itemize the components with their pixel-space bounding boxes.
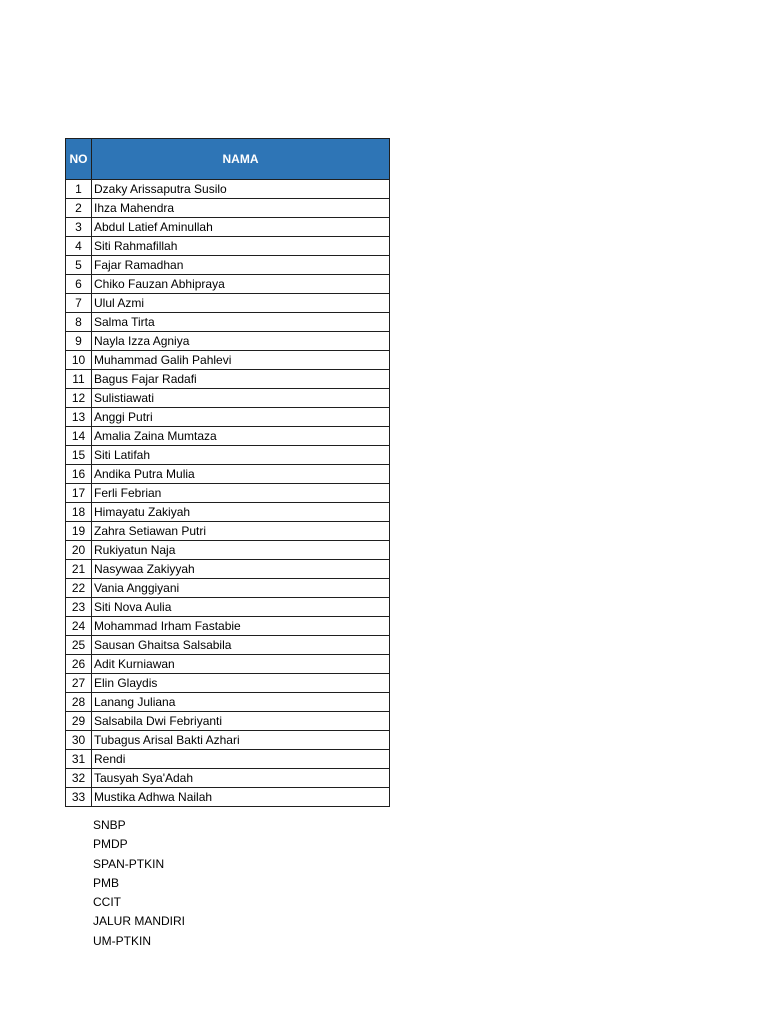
table-row xyxy=(66,560,390,579)
category-list xyxy=(93,816,185,951)
table-row xyxy=(66,389,390,408)
row-name-cell[interactable]: Ihza Mahendra xyxy=(92,199,390,218)
row-name-cell[interactable]: Nayla Izza Agniya xyxy=(92,332,390,351)
row-name-cell[interactable]: Ferli Febrian xyxy=(92,484,390,503)
row-number-cell[interactable]: 7 xyxy=(66,294,92,313)
row-number-cell[interactable]: 14 xyxy=(66,427,92,446)
row-name-cell[interactable]: Abdul Latief Aminullah xyxy=(92,218,390,237)
row-number-cell[interactable]: 33 xyxy=(66,788,92,807)
row-name-cell[interactable]: Sulistiawati xyxy=(92,389,390,408)
row-number-cell[interactable]: 4 xyxy=(66,237,92,256)
row-number-cell[interactable]: 27 xyxy=(66,674,92,693)
row-number-cell[interactable]: 29 xyxy=(66,712,92,731)
row-name-cell[interactable]: Siti Rahmafillah xyxy=(92,237,390,256)
header-no[interactable]: NO xyxy=(66,139,92,180)
category-item[interactable]: SPAN-PTKIN xyxy=(93,856,165,871)
table-row xyxy=(66,541,390,560)
row-number-cell[interactable]: 25 xyxy=(66,636,92,655)
table-row xyxy=(66,769,390,788)
row-name-cell[interactable]: Himayatu Zakiyah xyxy=(92,503,390,522)
row-number-cell[interactable]: 32 xyxy=(66,769,92,788)
table-row xyxy=(66,484,390,503)
row-name-cell[interactable]: Anggi Putri xyxy=(92,408,390,427)
table-row xyxy=(66,218,390,237)
category-item[interactable]: JALUR MANDIRI xyxy=(93,914,186,929)
row-name-cell[interactable]: Mohammad Irham Fastabie xyxy=(92,617,390,636)
row-name-cell[interactable]: Rendi xyxy=(92,750,390,769)
table-row xyxy=(66,674,390,693)
row-number-cell[interactable]: 28 xyxy=(66,693,92,712)
table-row xyxy=(66,408,390,427)
row-number-cell[interactable]: 30 xyxy=(66,731,92,750)
row-name-cell[interactable]: Salsabila Dwi Febriyanti xyxy=(92,712,390,731)
table-row xyxy=(66,351,390,370)
table-row xyxy=(66,693,390,712)
row-name-cell[interactable]: Amalia Zaina Mumtaza xyxy=(92,427,390,446)
row-number-cell[interactable]: 3 xyxy=(66,218,92,237)
row-name-cell[interactable]: Mustika Adhwa Nailah xyxy=(92,788,390,807)
row-name-cell[interactable]: Andika Putra Mulia xyxy=(92,465,390,484)
row-number-cell[interactable]: 1 xyxy=(66,180,92,199)
row-number-cell[interactable]: 24 xyxy=(66,617,92,636)
table-row xyxy=(66,579,390,598)
table-header-row xyxy=(66,139,390,180)
row-number-cell[interactable]: 21 xyxy=(66,560,92,579)
table-row xyxy=(66,446,390,465)
row-number-cell[interactable]: 6 xyxy=(66,275,92,294)
row-name-cell[interactable]: Elin Glaydis xyxy=(92,674,390,693)
row-name-cell[interactable]: Zahra Setiawan Putri xyxy=(92,522,390,541)
row-name-cell[interactable]: Muhammad Galih Pahlevi xyxy=(92,351,390,370)
row-name-cell[interactable]: Adit Kurniawan xyxy=(92,655,390,674)
row-name-cell[interactable]: Ulul Azmi xyxy=(92,294,390,313)
row-number-cell[interactable]: 10 xyxy=(66,351,92,370)
table-body xyxy=(66,180,390,807)
category-item[interactable]: CCIT xyxy=(93,895,121,910)
table-row xyxy=(66,750,390,769)
table-row xyxy=(66,294,390,313)
row-number-cell[interactable]: 19 xyxy=(66,522,92,541)
row-number-cell[interactable]: 12 xyxy=(66,389,92,408)
row-number-cell[interactable]: 15 xyxy=(66,446,92,465)
row-number-cell[interactable]: 23 xyxy=(66,598,92,617)
row-name-cell[interactable]: Salma Tirta xyxy=(92,313,390,332)
row-name-cell[interactable]: Dzaky Arissaputra Susilo xyxy=(92,180,390,199)
table-row xyxy=(66,275,390,294)
row-name-cell[interactable]: Bagus Fajar Radafi xyxy=(92,370,390,389)
row-name-cell[interactable]: Fajar Ramadhan xyxy=(92,256,390,275)
row-name-cell[interactable]: Chiko Fauzan Abhipraya xyxy=(92,275,390,294)
table-row xyxy=(66,427,390,446)
table-row xyxy=(66,712,390,731)
row-number-cell[interactable]: 26 xyxy=(66,655,92,674)
row-name-cell[interactable]: Nasywaa Zakiyyah xyxy=(92,560,390,579)
row-number-cell[interactable]: 22 xyxy=(66,579,92,598)
row-number-cell[interactable]: 2 xyxy=(66,199,92,218)
row-name-cell[interactable]: Vania Anggiyani xyxy=(92,579,390,598)
row-number-cell[interactable]: 18 xyxy=(66,503,92,522)
row-number-cell[interactable]: 16 xyxy=(66,465,92,484)
table-row xyxy=(66,199,390,218)
table-row xyxy=(66,655,390,674)
row-number-cell[interactable]: 13 xyxy=(66,408,92,427)
table-row xyxy=(66,788,390,807)
table-row xyxy=(66,636,390,655)
category-item[interactable]: PMB xyxy=(93,875,120,890)
row-name-cell[interactable]: Lanang Juliana xyxy=(92,693,390,712)
row-name-cell[interactable]: Tubagus Arisal Bakti Azhari xyxy=(92,731,390,750)
table-row xyxy=(66,180,390,199)
table-row xyxy=(66,256,390,275)
table-row xyxy=(66,731,390,750)
row-name-cell[interactable]: Tausyah Sya'Adah xyxy=(92,769,390,788)
row-number-cell[interactable]: 20 xyxy=(66,541,92,560)
table-row xyxy=(66,522,390,541)
row-name-cell[interactable]: Rukiyatun Naja xyxy=(92,541,390,560)
row-name-cell[interactable]: Sausan Ghaitsa Salsabila xyxy=(92,636,390,655)
row-name-cell[interactable]: Siti Latifah xyxy=(92,446,390,465)
row-number-cell[interactable]: 5 xyxy=(66,256,92,275)
row-number-cell[interactable]: 9 xyxy=(66,332,92,351)
student-table xyxy=(65,138,390,807)
table-row xyxy=(66,617,390,636)
table-row xyxy=(66,332,390,351)
header-nama[interactable]: NAMA xyxy=(92,139,390,180)
row-number-cell[interactable]: 8 xyxy=(66,313,92,332)
row-number-cell[interactable]: 31 xyxy=(66,750,92,769)
category-item[interactable]: SNBP xyxy=(93,818,126,832)
category-item[interactable]: UM-PTKIN xyxy=(93,933,151,948)
category-item[interactable]: PMDP xyxy=(93,837,128,852)
row-number-cell[interactable]: 17 xyxy=(66,484,92,503)
row-number-cell[interactable]: 11 xyxy=(66,370,92,389)
table-row xyxy=(66,465,390,484)
table-row xyxy=(66,237,390,256)
row-name-cell[interactable]: Siti Nova Aulia xyxy=(92,598,390,617)
table-row xyxy=(66,503,390,522)
table-row xyxy=(66,370,390,389)
table-row xyxy=(66,598,390,617)
table-row xyxy=(66,313,390,332)
